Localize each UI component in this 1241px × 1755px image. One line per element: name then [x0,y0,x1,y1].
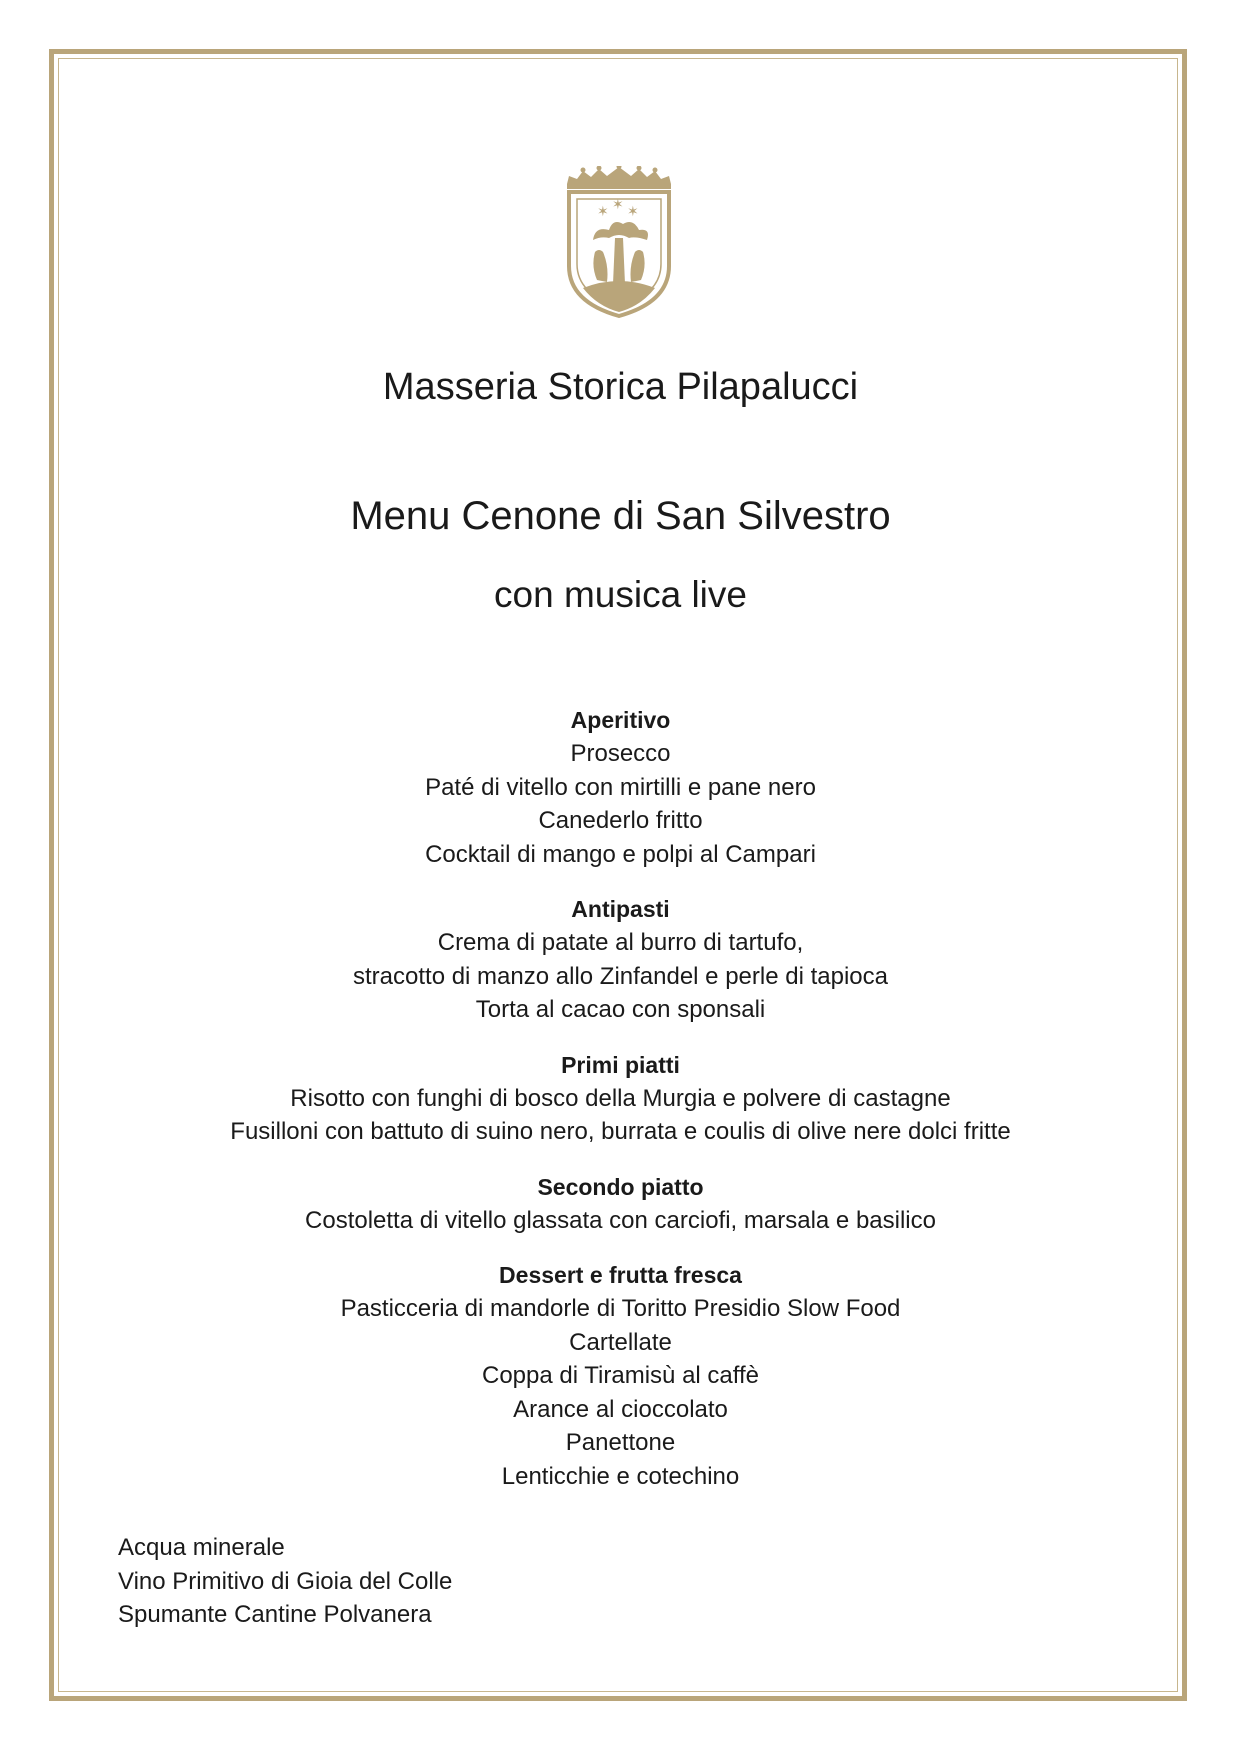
drinks-list [118,1531,452,1632]
course-primi [0,1049,1241,1149]
drink-item: Vino Primitivo di Gioia del Colle [118,1567,453,1595]
course-title: Secondo piatto [537,1173,704,1200]
course-antipasti [0,893,1241,1027]
dish-item: Risotto con funghi di bosco della Murgia e polvere di castagne [290,1084,951,1112]
dish-item: Cocktail di mango e polpi al Campari [425,840,816,868]
dish-item: Cartellate [569,1328,672,1356]
course-aperitivo [0,704,1241,871]
dish-item: stracotto di manzo allo Zinfandel e perle di tapioca [353,962,888,990]
drink-item: Acqua minerale [118,1534,285,1561]
dish-item: Costoletta di vitello glassata con carciofi, marsala e basilico [305,1206,936,1234]
crest-icon [563,166,675,318]
dish-item: Prosecco [570,740,671,767]
dish-item: Paté di vitello con mirtilli e pane nero [425,773,816,801]
drink-item: Spumante Cantine Polvanera [118,1601,432,1628]
course-secondo [0,1171,1241,1238]
dish-item: Canederlo fritto [538,807,703,834]
course-title: Dessert e frutta fresca [499,1262,742,1288]
dish-item: Pasticceria di mandorle di Toritto Presidio Slow Food [340,1295,901,1322]
dish-item: Torta al cacao con sponsali [475,996,766,1023]
course-title: Primi piatti [561,1051,680,1078]
dish-item: Crema di patate al burro di tartufo, [437,929,804,956]
svg-text:✶: ✶ [627,204,639,220]
svg-text:✶: ✶ [597,204,609,220]
course-dessert [0,1259,1241,1493]
course-title: Antipasti [571,896,670,922]
dish-item: Arance al cioccolato [513,1395,728,1423]
course-title: Aperitivo [570,707,671,733]
dish-item: Lenticchie e cotechino [501,1462,740,1490]
svg-text:✶: ✶ [612,197,624,213]
menu-title: Menu Cenone di San Silvestro [350,494,891,538]
menu-subtitle: con musica live [494,574,747,615]
dish-item: Fusilloni con battuto di suino nero, burrata e coulis di olive nere dolci fritte [230,1118,1011,1145]
estate-name: Masseria Storica Pilapalucci [382,366,859,408]
dish-item: Panettone [565,1429,676,1456]
dish-item: Coppa di Tiramisù al caffè [481,1362,760,1389]
menu-courses [0,704,1241,1515]
